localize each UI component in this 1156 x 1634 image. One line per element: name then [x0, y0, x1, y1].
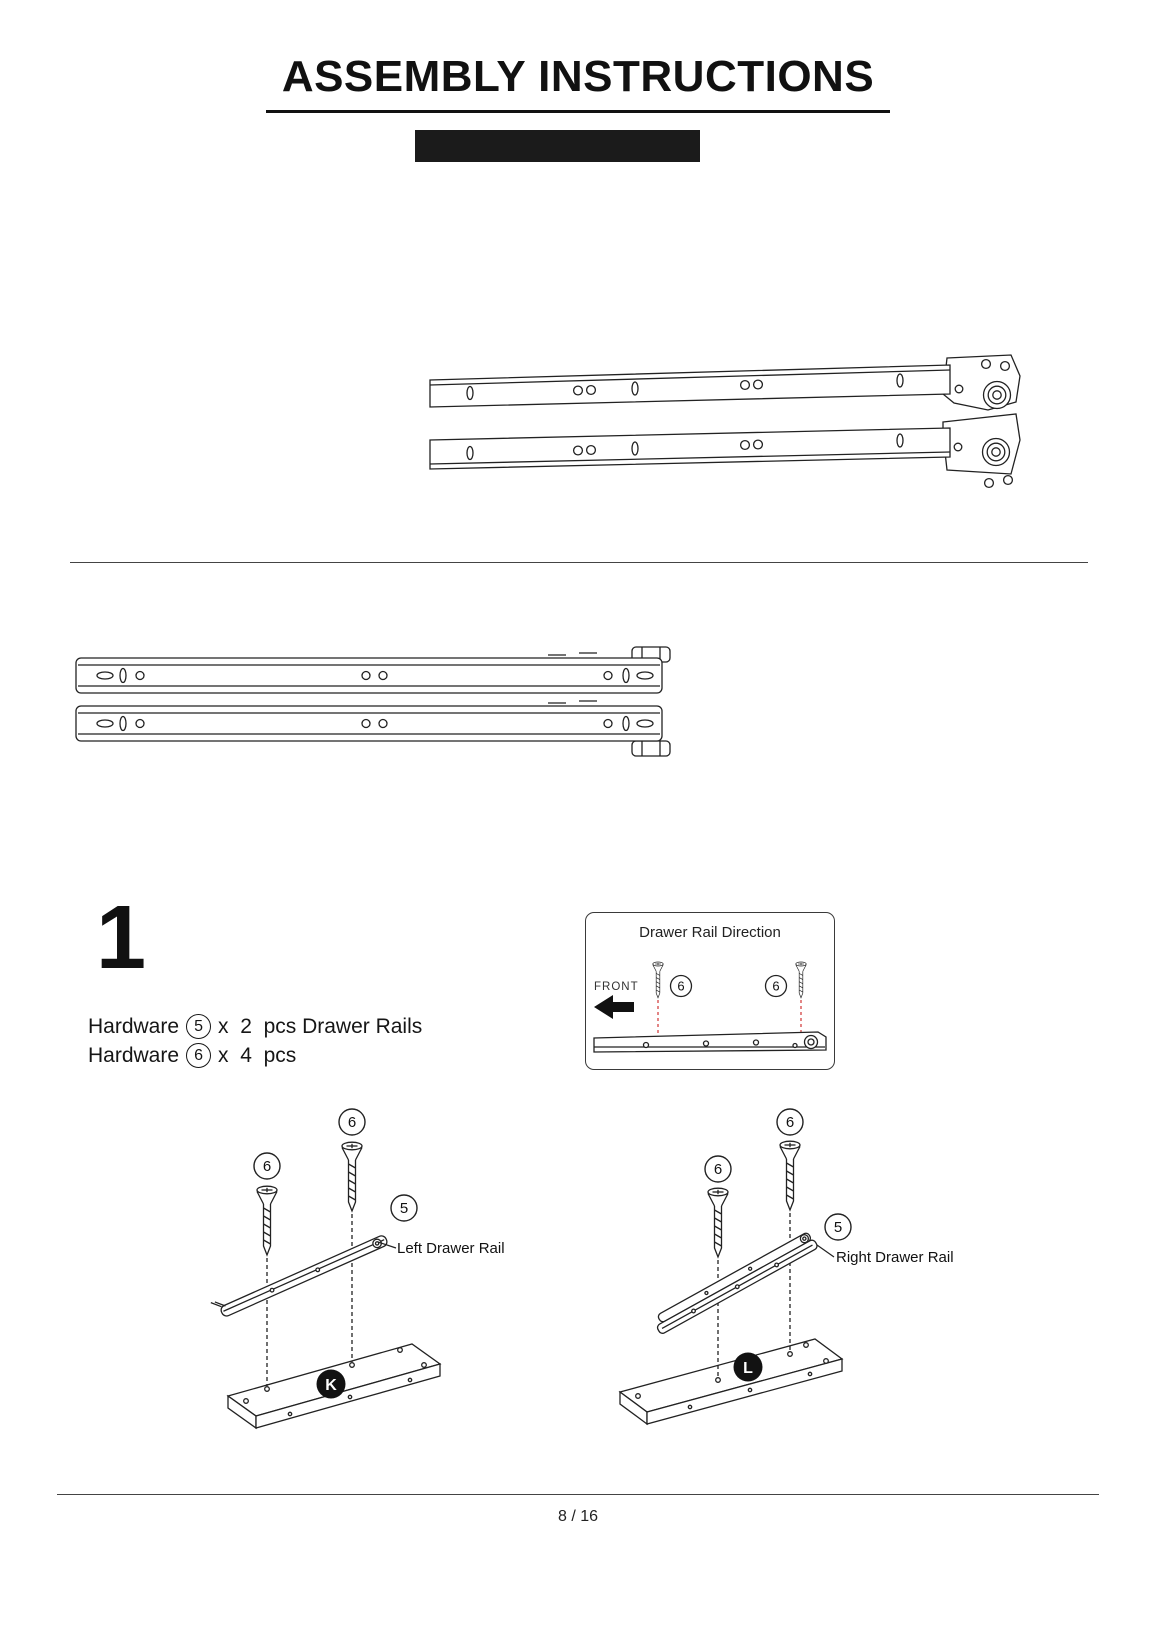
svg-text:6: 6 [347, 1114, 357, 1131]
page-title: ASSEMBLY INSTRUCTIONS [266, 52, 890, 113]
hardware-line-2 [88, 1041, 422, 1070]
step-number: 1 [96, 888, 147, 988]
rail-profile [594, 1032, 826, 1052]
drawer-rails-top-illustration [420, 352, 1030, 507]
page-number: 8 / 16 [557, 1508, 599, 1525]
screw-icon [780, 1141, 800, 1210]
right-drawer-rail-illustration [652, 1231, 819, 1335]
svg-text:6: 6 [677, 978, 685, 994]
callout-screw-1 [671, 976, 692, 997]
hardware-list [88, 1012, 422, 1070]
label-leader-line [817, 1245, 834, 1257]
left-rail-label: Left Drawer Rail [397, 1240, 505, 1257]
section-header-bar [415, 130, 700, 162]
callout-screw-left [254, 1153, 280, 1179]
flat-rail-1 [76, 647, 670, 693]
section-divider [70, 562, 1088, 563]
callout-screw-top [777, 1109, 803, 1135]
svg-text:5: 5 [399, 1200, 409, 1217]
flat-rail-2 [76, 701, 670, 756]
hardware-suffix: x 2 pcs Drawer Rails [218, 1014, 423, 1038]
front-label: FRONT [594, 981, 639, 993]
screw-icon [342, 1142, 362, 1211]
right-assembly-diagram [610, 1095, 1030, 1487]
screw-icon [257, 1186, 277, 1255]
board-k-letter: K [325, 1377, 337, 1394]
callout-rail [391, 1195, 417, 1221]
hardware-suffix: x 4 pcs [218, 1043, 297, 1067]
drawer-rails-flat-illustration [70, 645, 685, 759]
board-l-illustration [620, 1339, 842, 1424]
board-l-letter: L [743, 1360, 753, 1377]
screw-icon [653, 962, 663, 998]
hardware-5-callout: 5 [186, 1014, 211, 1039]
drawer-rail-direction-box [585, 912, 835, 1070]
svg-text:6: 6 [713, 1161, 723, 1178]
right-rail-label: Right Drawer Rail [836, 1249, 954, 1266]
svg-text:6: 6 [772, 978, 780, 994]
callout-rail [825, 1214, 851, 1240]
hardware-prefix: Hardware [88, 1014, 180, 1038]
left-drawer-rail-illustration [211, 1227, 389, 1320]
footer-divider [57, 1494, 1099, 1495]
screw-icon [796, 962, 806, 998]
svg-text:6: 6 [785, 1114, 795, 1131]
callout-screw-left [705, 1156, 731, 1182]
page-title-wrap [0, 52, 1156, 113]
callout-screw-2 [766, 976, 787, 997]
direction-diagram [586, 944, 836, 1062]
svg-text:6: 6 [262, 1158, 272, 1175]
direction-box-title: Drawer Rail Direction [639, 924, 781, 941]
drawer-rail-top-1 [430, 355, 1020, 410]
screw-icon [708, 1188, 728, 1257]
drawer-rail-top-2 [430, 414, 1020, 487]
hardware-6-callout: 6 [186, 1043, 211, 1068]
svg-text:5: 5 [833, 1219, 843, 1236]
hardware-prefix: Hardware [88, 1043, 180, 1067]
callout-screw-top [339, 1109, 365, 1135]
hardware-line-1 [88, 1012, 422, 1041]
left-assembly-diagram [200, 1098, 540, 1483]
front-arrow-icon [594, 995, 634, 1019]
